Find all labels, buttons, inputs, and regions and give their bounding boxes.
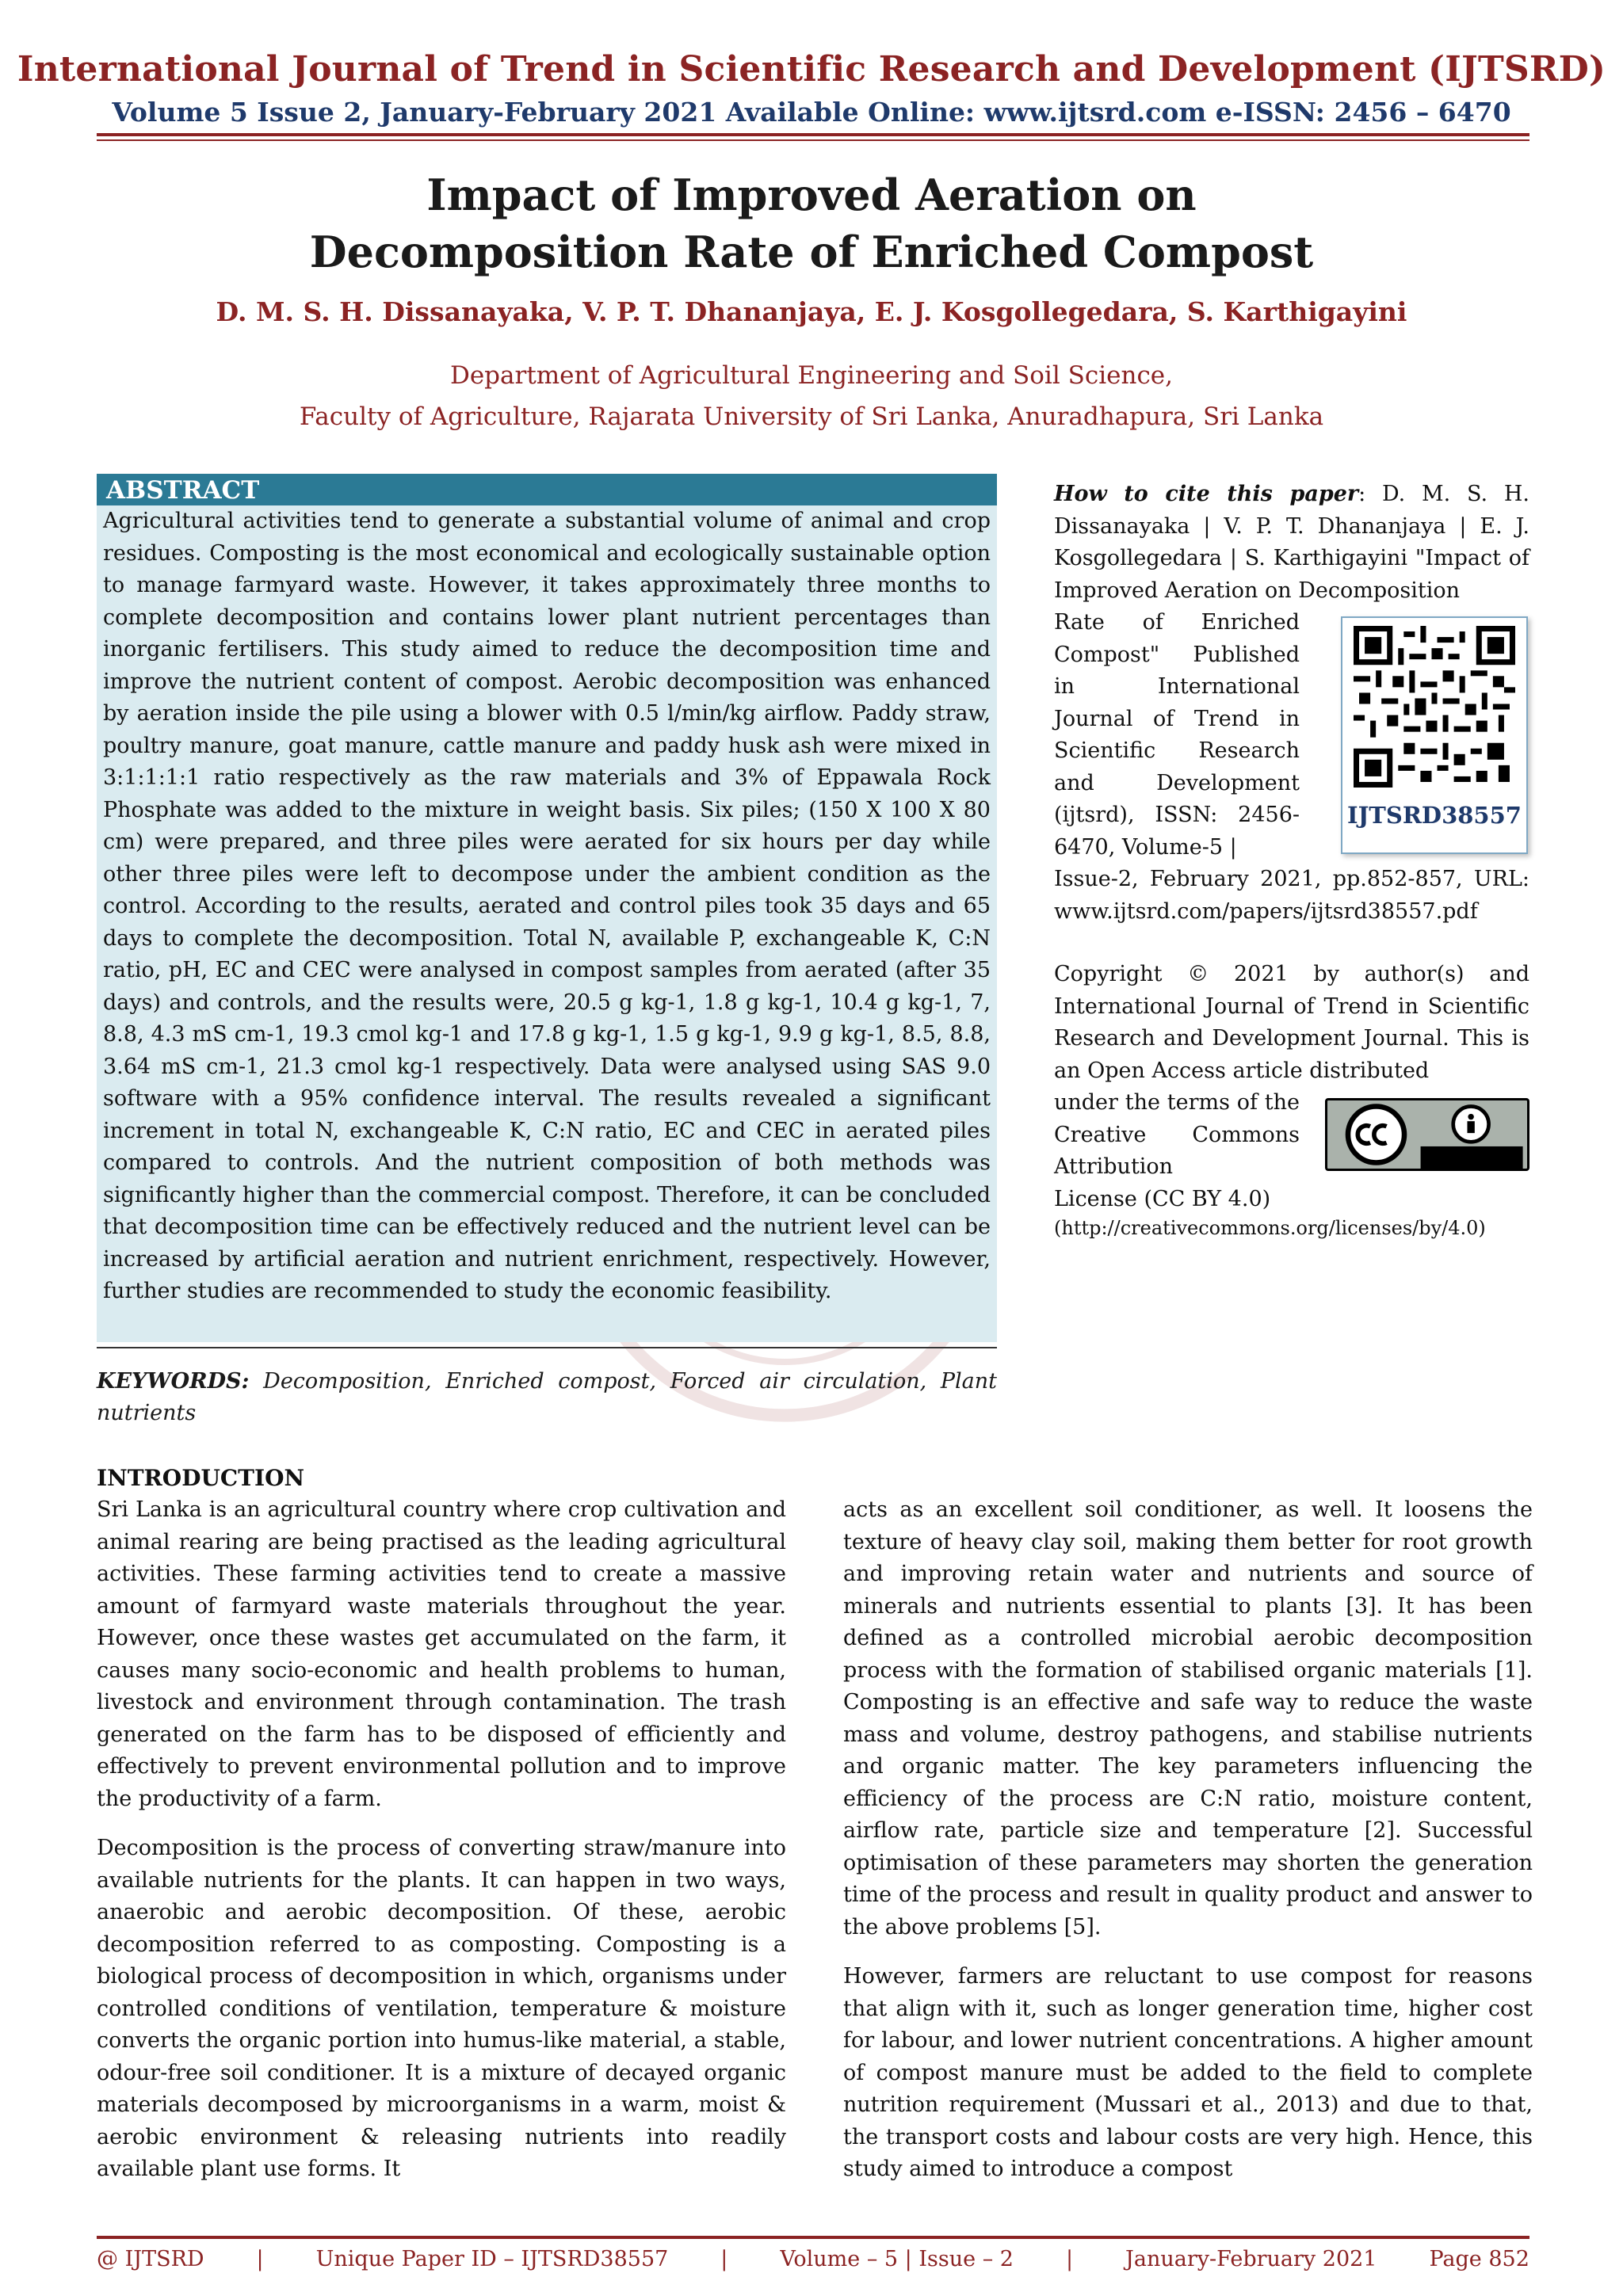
citation-text-narrow: Rate of Enriched Compost" Published in International Journal of Trend in Scientific Research and Development (ijtsrd), ISSN: 2456-6470, Volume-5 | — [1054, 610, 1300, 860]
abstract-text: Agricultural activities tend to generate a substantial volume of animal and crop residues. Composting is the most economical and ecologically sustainable option to manage farmyard waste. However, it takes approximately three months to complete decomposition and contains lower plant nutrient percentages than inorganic fertilisers. This study aimed to reduce the decomposition time and improve the nutrient content of compost. Aerobic decomposition was enhanced by aeration inside the pile using a blower with 0.5 l/min/kg airflow. Paddy straw, poultry manure, goat manure, cattle manure and paddy husk ash were mixed in 3:1:1:1:1 ratio respectively as the raw materials and 3% of Eppawala Rock Phosphate was added to the mixture in weight basis. Six piles; (150 X 100 X 80 cm) were prepared, and three piles were aerated for six hours per day while other three piles were left to decompose under the ambient condition as the control. According to the results, aerated and control piles took 35 days and 65 days to complete the decomposition. Total N, available P, exchangeable K, C:N ratio, pH, EC and CEC were analysed in compost samples from aerated (after 35 days) and controls, and the results were, 20.5 g kg-1, 1.8 g kg-1, 10.4 g kg-1, 7, 8.8, 4.3 mS cm-1, 19.3 cmol kg-1 and 17.8 g kg-1, 1.5 g kg-1, 9.9 g kg-1, 8.5, 8.8, 3.64 mS cm-1, 21.3 cmol kg-1 respectively. Data were analysed using SAS 9.0 software with a 95% confidence interval. The results revealed a significant increment in total N, exchangeable K, C:N ratio, EC and CEC in aerated piles compared to controls. And the nutrient composition of both methods was significantly higher than the commercial compost. Therefore, it can be concluded that decomposition time can be effectively reduced and the nutrient level can be increased by artificial aeration and nutrient enrichment, respectively. However, further studies are recommended to study the economic feasibility. — [103, 509, 991, 1303]
citation-text-wide: : D. M. S. H. Dissanayaka | V. P. T. Dhananjaya | E. J. Kosgollegedara | S. Karthigayini "Impact of Improved Aeration on Decomposition — [1054, 482, 1530, 603]
footer-volume: Volume – 5 | Issue – 2 — [780, 2247, 1014, 2271]
footer-rule — [97, 2236, 1529, 2239]
paper-title — [0, 166, 1623, 280]
citation-wide — [1054, 479, 1529, 607]
qr-code-icon — [1354, 626, 1515, 788]
copyright-text-narrow: under the terms of the Creative Commons Attribution — [1054, 1090, 1300, 1179]
authors: D. M. S. H. Dissanayaka, V. P. T. Dhananjaya, E. J. Kosgollegedara, S. Karthigayini — [216, 296, 1407, 327]
keywords-label: KEYWORDS: — [97, 1369, 250, 1394]
qr-code-box — [1341, 616, 1528, 854]
license-url[interactable]: (http://creativecommons.org/licenses/by/4.0) — [1054, 1217, 1486, 1239]
keywords — [97, 1366, 997, 1429]
affiliation-line2: Faculty of Agriculture, Rajarata University of Sri Lanka, Anuradhapura, Sri Lanka — [299, 402, 1324, 431]
abstract-rule — [97, 1347, 997, 1348]
intro-left-paragraph-2: Decomposition is the process of converting straw/manure into available nutrients for the plants. It can happen in two ways, anaerobic and aerobic decomposition. Of these, aerobic decomposition referred to as composting. Composting is a biological process of decomposition in which, organisms under controlled conditions of ventilation, temperature & moisture converts the organic portion into humus-like material, a stable, odour-free soil conditioner. It is a mixture of decayed organic materials decomposed by microorganisms in a warm, moist & aerobic environment & releasing nutrients into readily available plant use forms. It — [97, 1836, 786, 2181]
paper-title-line1: Impact of Improved Aeration on — [426, 170, 1197, 220]
footer-paper-id: Unique Paper ID – IJTSRD38557 — [315, 2247, 669, 2271]
keywords-text: Decomposition, Enriched compost, Forced air circulation, Plant nutrients — [97, 1369, 997, 1425]
affiliation-line1: Department of Agricultural Engineering and Soil Science, — [449, 361, 1174, 390]
footer-date: January-February 2021 — [1125, 2247, 1377, 2271]
footer-journal: @ IJTSRD — [97, 2247, 204, 2271]
cc-by-license-badge[interactable] — [1325, 1098, 1529, 1171]
citation-text-tail: Issue-2, February 2021, pp.852-857, URL: www.ijtsrd.com/papers/ijtsrd38557.pdf — [1054, 867, 1529, 924]
header-rule — [97, 133, 1529, 136]
intro-right-column — [843, 1494, 1533, 2203]
license-line — [1054, 1184, 1529, 1216]
intro-left-column — [97, 1463, 786, 2203]
license-text: License (CC BY 4.0) — [1054, 1186, 1271, 1211]
footer-separator: | — [1065, 2247, 1074, 2271]
intro-right-paragraph-1: acts as an excellent soil conditioner, as well. It loosens the texture of heavy clay soil, making them better for root growth and improving retain water and nutrients and source of minerals and nutrients essential to plants [3]. It has been defined as a controlled microbial aerobic decomposition process with the formation of stabilised organic materials [1]. Composting is an effective and safe way to reduce the waste mass and volume, destroy pathogens, and stabilise nutrients and organic matter. The key parameters influencing the efficiency of the process are C:N ratio, moisture content, airflow rate, particle size and temperature [2]. Successful optimisation of these parameters may shorten the generation time of the process and result in quality product and answer to the above problems [5]. — [843, 1497, 1533, 1939]
intro-right-paragraph-2: However, farmers are reluctant to use compost for reasons that align with it, such as longer generation time, higher cost for labour, and lower nutrient concentrations. A higher amount of compost manure must be added to the field to complete nutrition requirement (Mussari et al., 2013) and due to that, the transport costs and labour costs are very high. Hence, this study aimed to introduce a compost — [843, 1964, 1533, 2181]
footer-separator: | — [720, 2247, 728, 2271]
intro-heading: INTRODUCTION — [97, 1465, 305, 1491]
paper-title-line2: Decomposition Rate of Enriched Compost — [309, 227, 1314, 277]
issue-line: Volume 5 Issue 2, January-February 2021 Available Online: www.ijtsrd.com e-ISSN: 2456 – 6470 — [112, 97, 1511, 128]
copyright-text-wide: Copyright © 2021 by author(s) and International Journal of Trend in Scientific Research and Development Journal. This is an Open Access article distributed — [1054, 962, 1529, 1083]
citation-label: How to cite this paper — [1054, 482, 1359, 506]
journal-name: International Journal of Trend in Scientific Research and Development (IJTSRD) — [17, 49, 1606, 90]
abstract-heading: ABSTRACT — [97, 474, 997, 505]
qr-paper-id: IJTSRD38557 — [1347, 802, 1522, 829]
copyright-block — [1054, 959, 1529, 1215]
footer-separator: | — [256, 2247, 264, 2271]
header-rule-thin — [97, 139, 1529, 141]
intro-left-paragraph-1: Sri Lanka is an agricultural country where crop cultivation and animal rearing are being practised as the leading agricultural activities. These farming activities tend to create a massive amount of farmyard waste materials throughout the year. However, once these wastes get accumulated on the farm, it causes many socio-economic and health problems to human, livestock and environment through contamination. The trash generated on the farm has to be disposed of efficiently and effectively to prevent environmental pollution and to improve the productivity of a farm. — [97, 1497, 786, 1811]
page-footer — [97, 2247, 1529, 2271]
footer-page: Page 852 — [1429, 2247, 1529, 2271]
abstract-box — [97, 474, 997, 1342]
affiliation — [0, 355, 1623, 437]
